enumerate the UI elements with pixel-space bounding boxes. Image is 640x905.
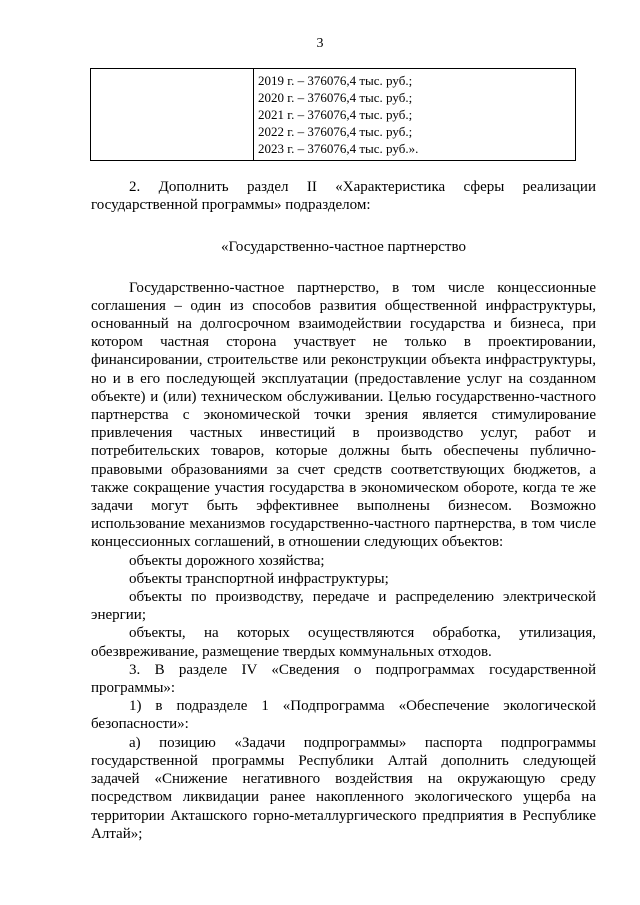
paragraph: 1) в подразделе 1 «Подпрограмма «Обеспечение экологической безопасности»: <box>91 698 596 733</box>
funding-line: 2019 г. – 376076,4 тыс. руб.; <box>258 73 413 88</box>
list-item: объекты, на которых осуществляются обработка, утилизация, обезвреживание, размещение твердых коммунальных отходов. <box>91 625 596 660</box>
list-item: объекты транспортной инфраструктуры; <box>129 570 389 587</box>
funding-line: 2022 г. – 376076,4 тыс. руб.; <box>258 124 413 139</box>
funding-line: 2023 г. – 376076,4 тыс. руб.». <box>258 141 419 156</box>
paragraph: а) позицию «Задачи подпрограммы» паспорта подпрограммы государственной программы Республики Алтай дополнить следующей задачей «Снижение негативного воздействия на окружающую среду посредством ликвидации ранее накопленного экологического ущерба на территории Акташского горно-металлургического предприятия в Республике Алтай»; <box>91 734 596 842</box>
funding-cell <box>254 69 576 161</box>
funding-table <box>90 68 576 161</box>
page-number: 3 <box>316 36 324 51</box>
funding-line: 2020 г. – 376076,4 тыс. руб.; <box>258 90 413 105</box>
paragraph: 2. Дополнить раздел II «Характеристика сферы реализации государственной программы» подразделом: <box>91 179 596 214</box>
funding-line: 2021 г. – 376076,4 тыс. руб.; <box>258 107 413 122</box>
document-body <box>91 178 596 843</box>
table-cell-empty <box>91 69 254 161</box>
section-heading: «Государственно-частное партнерство <box>221 239 466 256</box>
list-item: объекты по производству, передаче и распределению электрической энергии; <box>91 589 596 624</box>
list-item: объекты дорожного хозяйства; <box>129 552 325 569</box>
table-row <box>91 69 576 161</box>
paragraph: 3. В разделе IV «Сведения о подпрограммах государственной программы»: <box>91 661 596 697</box>
paragraph: Государственно-частное партнерство, в том числе концессионные соглашения – один из способов развития общественной инфраструктуры, основанный на долгосрочном взаимодействии государства и бизнеса, при котором частная сторона участвует не только в проектировании, финансировании, строительстве или реконструкции объекта инфраструктуры, но и в его последующей эксплуатации (предоставление услуг на созданном объекте) и (или) техническом обслуживании. Целью государственно-частного партнерства с экономической точки зрения является стимулирование привлечения частных инвестиций в производство услуг, работ и потребительских товаров, которые должны быть обеспечены публично-правовыми образованиями за счет средств соответствующих бюджетов, а также сокращение участия государства в экономическом обороте, когда те же задачи могут быть эффективнее выполнены бизнесом. Возможно использование механизмов государственно-частного партнерства, в том числе концессионных соглашений, в отношении следующих объектов: <box>91 279 596 551</box>
